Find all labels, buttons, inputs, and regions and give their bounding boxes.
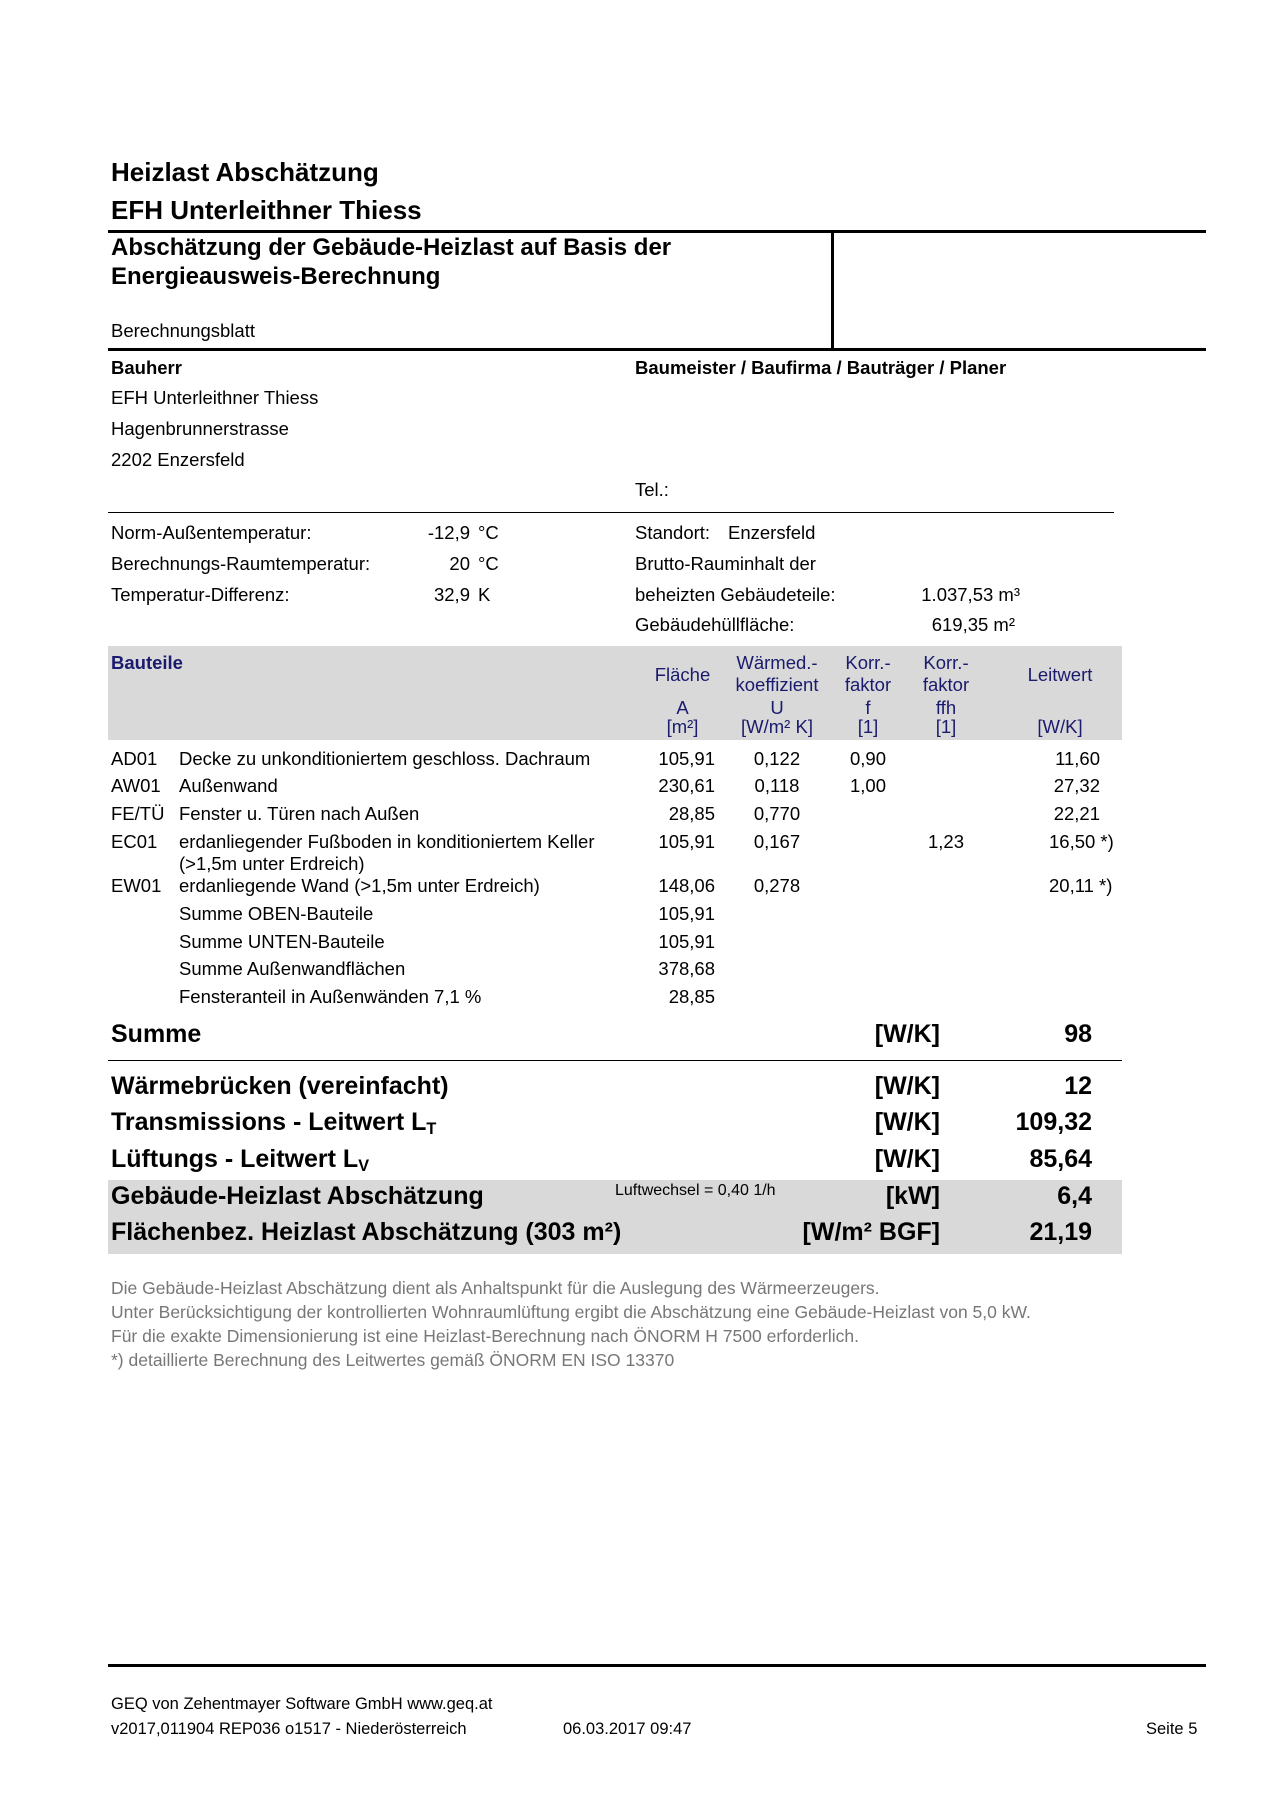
row-f: 1,00	[849, 775, 886, 796]
col-f-l3: f	[865, 697, 871, 718]
room-temp-label: Berechnungs-Raumtemperatur:	[111, 553, 371, 574]
row-leitwert: 11,60	[1055, 748, 1100, 769]
room-temp-value: 20	[449, 553, 470, 574]
summe-unit: [W/K]	[874, 1020, 940, 1048]
sum-label-aussenwand: Summe Außenwandflächen	[179, 958, 406, 979]
brutto-label-1: Brutto-Rauminhalt der	[635, 553, 816, 574]
flaechenbez-value: 21,19	[1029, 1218, 1092, 1246]
huelle-value: 619,35 m²	[931, 614, 1015, 635]
row-area: 105,91	[658, 748, 715, 769]
flaechenbez-label: Flächenbez. Heizlast Abschätzung (303 m²)	[111, 1218, 622, 1246]
row-desc: Außenwand	[179, 775, 278, 796]
row-code: AW01	[111, 775, 161, 796]
norm-temp-unit: °C	[478, 522, 499, 543]
note-1: Die Gebäude-Heizlast Abschätzung dient als Anhaltspunkt für die Auslegung des Wärmeerzeugers.	[111, 1278, 880, 1298]
col-f-l2: faktor	[844, 674, 892, 695]
footer-date: 06.03.2017 09:47	[563, 1720, 692, 1738]
sum-value-unten: 105,91	[658, 931, 715, 952]
row-desc: erdanliegende Wand (>1,5m unter Erdreich)	[179, 875, 540, 896]
row-leitwert: 16,50 *)	[1049, 831, 1114, 852]
col-f-l4: [1]	[857, 716, 879, 737]
norm-temp-value: -12,9	[427, 522, 470, 543]
row-desc: Fenster u. Türen nach Außen	[179, 803, 420, 824]
lueftung-label-text: Lüftungs - Leitwert L	[111, 1145, 359, 1173]
note-4: *) detaillierte Berechnung des Leitwertes gemäß ÖNORM EN ISO 13370	[111, 1350, 675, 1370]
parties-rule	[108, 512, 1114, 513]
row-u: 0,770	[753, 803, 801, 824]
transmission-label-text: Transmissions - Leitwert L	[111, 1108, 427, 1136]
transmission-value: 109,32	[1015, 1108, 1092, 1136]
bauherr-street: Hagenbrunnerstrasse	[111, 418, 289, 439]
bauherr-city: 2202 Enzersfeld	[111, 449, 245, 470]
row-code: EC01	[111, 831, 158, 852]
temp-diff-label: Temperatur-Differenz:	[111, 584, 290, 605]
document-title: Heizlast Abschätzung	[111, 157, 379, 187]
flaechenbez-unit: [W/m² BGF]	[802, 1218, 940, 1246]
col-ffh-l3: ffh	[935, 697, 957, 718]
lueftung-value: 85,64	[1029, 1145, 1092, 1173]
sum-label-unten: Summe UNTEN-Bauteile	[179, 931, 385, 952]
footer-company: GEQ von Zehentmayer Software GmbH www.geq.at	[111, 1695, 493, 1713]
luftwechsel-note: Luftwechsel = 0,40 1/h	[615, 1182, 776, 1199]
note-3: Für die exakte Dimensionierung ist eine Heizlast-Berechnung nach ÖNORM H 7500 erforderlich.	[111, 1326, 859, 1346]
row-ffh: 1,23	[927, 831, 964, 852]
brutto-value: 1.037,53 m³	[921, 584, 1020, 605]
subtitle-line-2: Energieausweis-Berechnung	[111, 263, 441, 290]
heizlast-unit: [kW]	[885, 1182, 940, 1210]
col-u-l3: U	[770, 697, 784, 718]
brutto-label-2: beheizten Gebäudeteile:	[635, 584, 836, 605]
waermebruecken-unit: [W/K]	[874, 1072, 940, 1100]
summe-value: 98	[1064, 1020, 1092, 1048]
row-desc: erdanliegender Fußboden in konditioniertem Keller	[179, 831, 595, 852]
col-lw-l4: [W/K]	[1037, 716, 1083, 737]
waermebruecken-label: Wärmebrücken (vereinfacht)	[111, 1072, 449, 1100]
row-code: EW01	[111, 875, 162, 896]
norm-temp-label: Norm-Außentemperatur:	[111, 522, 312, 543]
standort-label: Standort:	[635, 522, 711, 543]
sheet-rule	[108, 348, 1206, 351]
col-u-l4: [W/m² K]	[741, 716, 813, 737]
room-temp-unit: °C	[478, 553, 499, 574]
row-u: 0,122	[753, 748, 801, 769]
huelle-label: Gebäudehüllfläche:	[635, 614, 795, 635]
col-area-l1: Fläche	[654, 664, 711, 685]
col-lw-l1: Leitwert	[1027, 664, 1093, 685]
summe-label: Summe	[111, 1020, 202, 1048]
table-title: Bauteile	[111, 652, 183, 673]
row-desc: Decke zu unkonditioniertem geschloss. Dachraum	[179, 748, 591, 769]
row-u: 0,167	[753, 831, 801, 852]
row-area: 28,85	[668, 803, 715, 824]
sum-value-aussenwand: 378,68	[658, 958, 715, 979]
row-f: 0,90	[849, 748, 886, 769]
sheet-label: Berechnungsblatt	[111, 320, 255, 341]
transmission-label	[111, 1108, 436, 1139]
row-code: FE/TÜ	[111, 803, 165, 824]
col-ffh-l4: [1]	[935, 716, 957, 737]
row-area: 230,61	[658, 775, 715, 796]
lueftung-sub: V	[358, 1157, 370, 1176]
footer-rule	[108, 1664, 1206, 1667]
standort-value: Enzersfeld	[728, 522, 816, 543]
col-area-l3: A	[676, 697, 689, 718]
bauherr-label: Bauherr	[111, 357, 182, 378]
col-ffh-l2: faktor	[922, 674, 970, 695]
tel-label: Tel.:	[635, 479, 669, 500]
note-2: Unter Berücksichtigung der kontrollierten Wohnraumlüftung ergibt die Abschätzung eine Gebäude-Heizlast von 5,0 kW.	[111, 1302, 1031, 1322]
subtitle-line-1: Abschätzung der Gebäude-Heizlast auf Basis der	[111, 234, 672, 261]
col-area-l4: [m²]	[666, 716, 699, 737]
row-leitwert: 20,11 *)	[1049, 875, 1113, 896]
col-u-l2: koeffizient	[735, 674, 819, 695]
row-u: 0,278	[753, 875, 801, 896]
sum-value-fenster: 28,85	[668, 986, 715, 1007]
row-leitwert: 27,32	[1053, 775, 1100, 796]
col-f-l1: Korr.-	[845, 652, 891, 673]
row-area: 148,06	[658, 875, 715, 896]
heizlast-label: Gebäude-Heizlast Abschätzung	[111, 1182, 484, 1210]
planer-label: Baumeister / Baufirma / Bauträger / Planer	[635, 357, 1007, 378]
summe-rule	[108, 1060, 1122, 1061]
footer-version: v2017,011904 REP036 o1517 - Niederösterreich	[111, 1720, 467, 1738]
lueftung-label	[111, 1145, 369, 1176]
bauherr-name: EFH Unterleithner Thiess	[111, 387, 319, 408]
project-name: EFH Unterleithner Thiess	[111, 195, 422, 225]
col-ffh-l1: Korr.-	[923, 652, 969, 673]
transmission-unit: [W/K]	[874, 1108, 940, 1136]
col-u-l1: Wärmed.-	[736, 652, 818, 673]
header-rule	[108, 230, 1206, 233]
sum-label-oben: Summe OBEN-Bauteile	[179, 903, 374, 924]
temp-diff-value: 32,9	[433, 584, 470, 605]
row-leitwert: 22,21	[1053, 803, 1100, 824]
row-code: AD01	[111, 748, 158, 769]
lueftung-unit: [W/K]	[874, 1145, 940, 1173]
transmission-sub: T	[426, 1120, 437, 1139]
sum-label-fenster: Fensteranteil in Außenwänden 7,1 %	[179, 986, 482, 1007]
waermebruecken-value: 12	[1064, 1072, 1092, 1100]
row-area: 105,91	[658, 831, 715, 852]
temp-diff-unit: K	[478, 584, 491, 605]
sum-value-oben: 105,91	[658, 903, 715, 924]
row-u: 0,118	[754, 775, 800, 796]
heizlast-value: 6,4	[1057, 1182, 1092, 1210]
row-desc-2: (>1,5m unter Erdreich)	[179, 853, 365, 874]
footer-page: Seite 5	[1146, 1720, 1198, 1738]
header-divider	[831, 232, 834, 350]
